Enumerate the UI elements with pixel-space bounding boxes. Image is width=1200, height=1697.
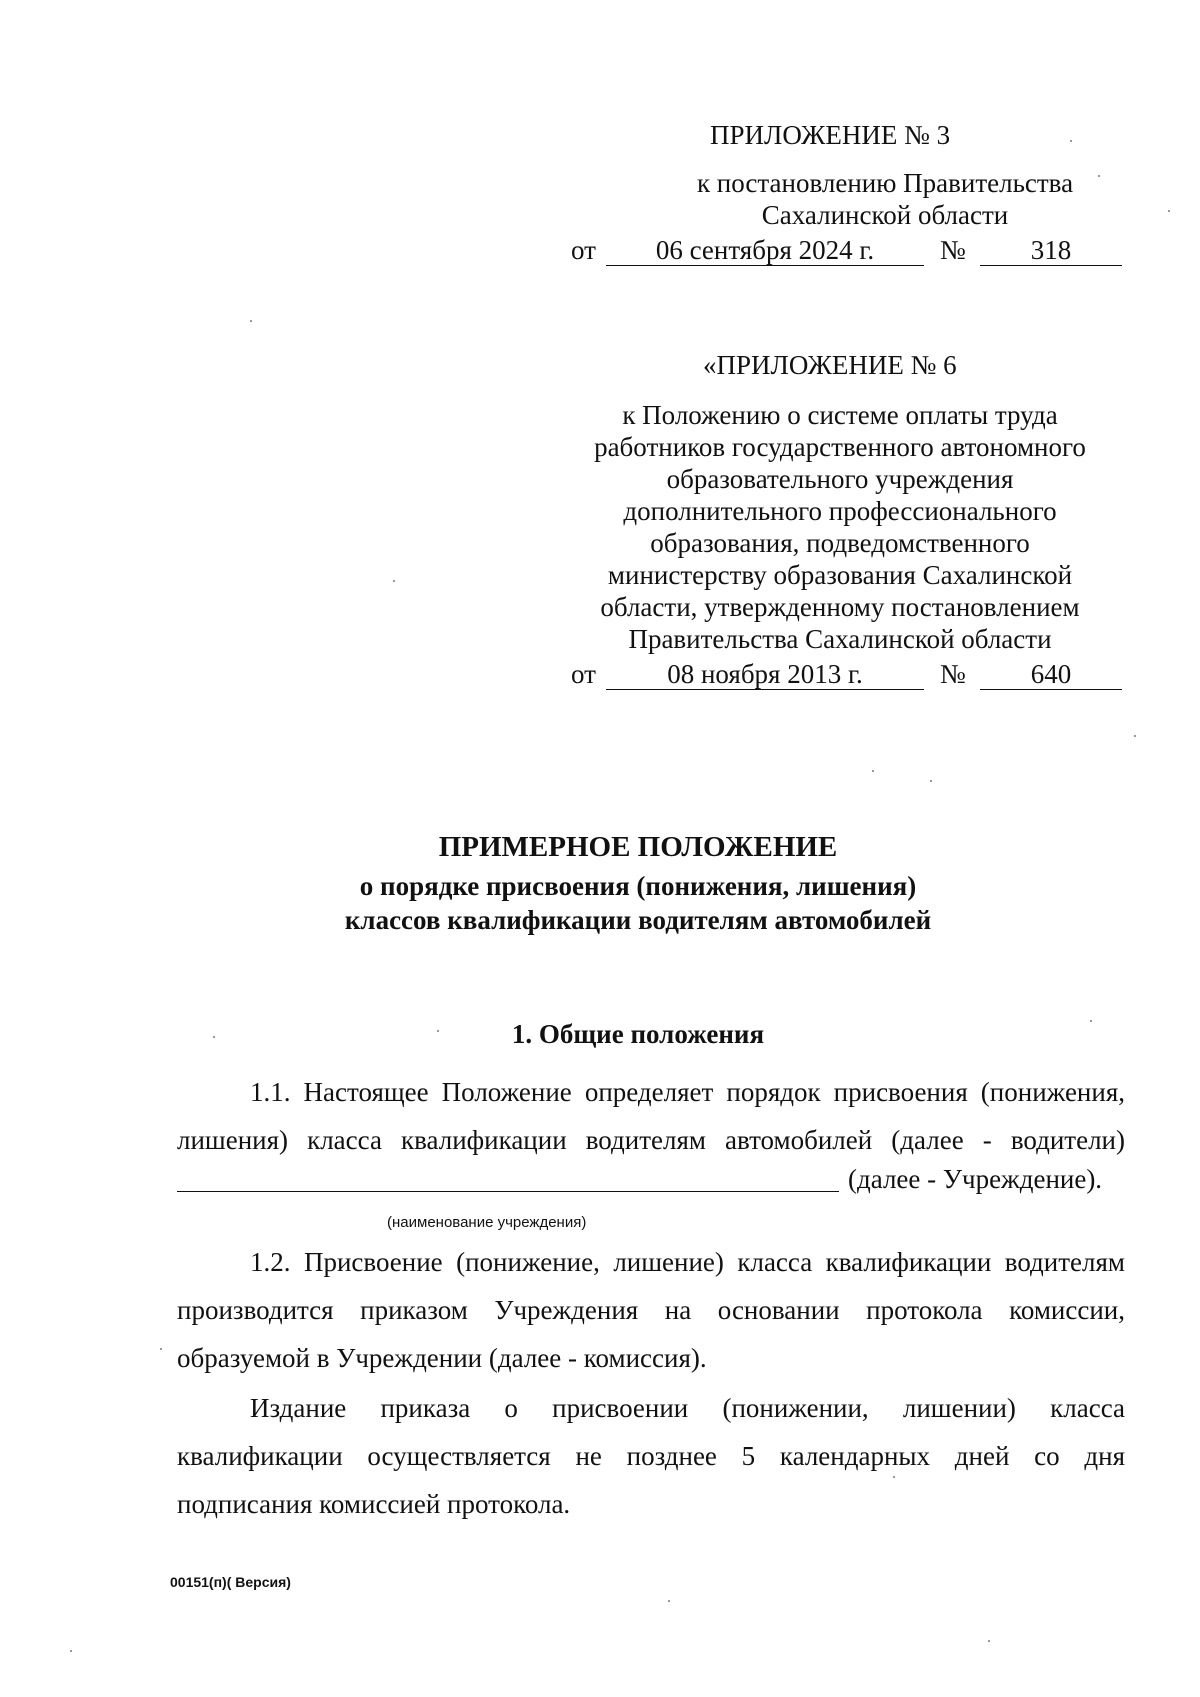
annex6-date-field — [606, 659, 924, 690]
annex6-line: образования, подведомственного — [650, 528, 1030, 558]
scan-speck — [988, 1640, 990, 1642]
annex3-from-label: от — [571, 235, 596, 265]
annex3-line1: к постановлению Правительства — [696, 168, 1074, 198]
scan-speck — [668, 1600, 670, 1602]
paragraph-1-3-line2: квалификации осуществляется не позднее 5 календарных дней со дня — [177, 1441, 1125, 1471]
document-subtitle-line1: о порядке присвоения (понижения, лишения) — [359, 871, 917, 901]
annex3-date-field — [606, 235, 924, 266]
annex3-title: ПРИЛОЖЕНИЕ № 3 — [710, 120, 951, 150]
scan-speck — [213, 1036, 215, 1038]
scan-speck — [893, 1476, 895, 1478]
institution-name-caption: (наименование учреждения) — [387, 1214, 587, 1231]
section-title: 1. Общие положения — [511, 1019, 765, 1049]
annex6-number-label: № — [940, 659, 966, 689]
scan-speck — [1168, 210, 1170, 212]
annex6-line: работников государственного автономного — [594, 432, 1086, 462]
document-title: ПРИМЕРНОЕ ПОЛОЖЕНИЕ — [438, 831, 838, 863]
annex3-number-label: № — [940, 235, 966, 265]
scan-speck — [1090, 1020, 1092, 1022]
annex6-from-label: от — [571, 659, 596, 689]
paragraph-1-1-tail: (далее - Учреждение). — [848, 1164, 1103, 1194]
scan-speck — [1098, 175, 1100, 177]
scan-speck — [250, 320, 252, 322]
scan-speck — [930, 780, 932, 782]
footer-document-code: 00151(п)( Версия) — [170, 1574, 291, 1590]
annex6-line: министерству образования Сахалинской — [607, 560, 1073, 590]
annex6-date: 08 ноября 2013 г. — [667, 659, 863, 689]
scan-speck — [1070, 140, 1072, 142]
paragraph-1-3-line1: Издание приказа о присвоении (понижении, лишении) класса — [250, 1393, 1125, 1423]
paragraph-1-2-line2: производится приказом Учреждения на основании протокола комиссии, — [177, 1295, 1125, 1325]
annex6-number-field — [980, 659, 1122, 690]
scan-speck — [160, 1348, 162, 1350]
annex3-number-field — [980, 235, 1122, 266]
annex6-number: 640 — [1030, 659, 1072, 689]
document-subtitle-line2: классов квалификации водителям автомобилей — [344, 905, 932, 935]
paragraph-1-2-line3: образуемой в Учреждении (далее - комиссия). — [177, 1343, 707, 1373]
scan-speck — [437, 1030, 439, 1032]
scan-speck — [393, 580, 395, 582]
annex6-line: Правительства Сахалинской области — [628, 624, 1052, 654]
scan-speck — [70, 1650, 72, 1652]
paragraph-1-2-line1: 1.2. Присвоение (понижение, лишение) класса квалификации водителям — [250, 1247, 1125, 1277]
annex6-line: дополнительного профессионального — [623, 496, 1057, 526]
paragraph-1-1-line2: лишения) класса квалификации водителям автомобилей (далее - водители) — [177, 1125, 1125, 1155]
paragraph-1-1-line1: 1.1. Настоящее Положение определяет порядок присвоения (понижения, — [250, 1077, 1125, 1107]
institution-name-blank — [177, 1191, 839, 1192]
annex3-line2: Сахалинской области — [761, 200, 1009, 230]
annex3-date: 06 сентября 2024 г. — [655, 235, 875, 265]
annex6-line: области, утвержденному постановлением — [600, 592, 1080, 622]
annex6-line: к Положению о системе оплаты труда — [622, 400, 1058, 430]
scan-speck — [1134, 735, 1136, 737]
scan-speck — [872, 770, 874, 772]
annex6-title: «ПРИЛОЖЕНИЕ № 6 — [703, 350, 957, 380]
paragraph-1-3-line3: подписания комиссией протокола. — [177, 1489, 571, 1519]
annex6-line: образовательного учреждения — [666, 464, 1014, 494]
annex3-number: 318 — [1030, 235, 1072, 265]
